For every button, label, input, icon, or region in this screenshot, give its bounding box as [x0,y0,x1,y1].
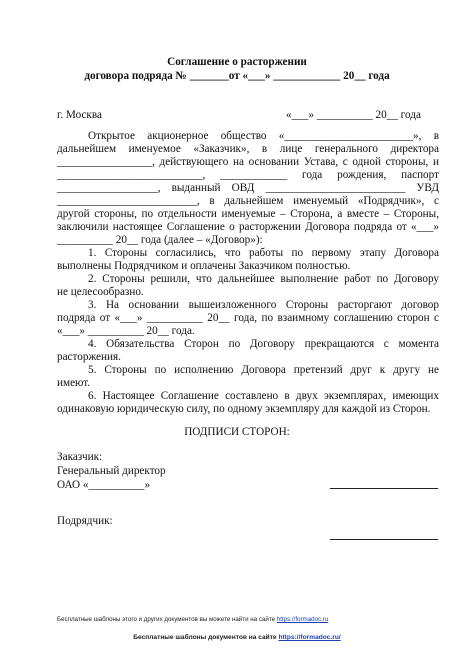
clause-3-cont: «___» __________ 20__ года. [57,325,195,337]
footer-link[interactable]: https://formadoc.ru [276,616,329,623]
clause-1-cont: выполнены Подрядчиком и оплачены Заказчиком полностью. [57,260,351,272]
clause-4-cont: расторжения. [57,351,121,363]
body-line: заключили настоящее Соглашение о расторжении Договора подряда от «___» [57,221,439,233]
footer-note-text: Бесплатные шаблоны этого и других документов вы можете найти на сайте [57,616,277,623]
document-date: «___» __________ 20__ года [286,109,421,121]
body-line: __________________, выданный ОВД _________________________ УВД [57,182,439,194]
body-line: _________________, действующего на основании Устава, с одной стороны, и [57,156,439,168]
clause-6-cont: одинаковую юридическую силу, по одному экземпляру для каждой из Сторон. [57,403,431,415]
customer-position: Генеральный директор [57,465,166,477]
customer-signature-line [330,488,438,489]
body-line: __________ 20__ года (далее – «Договор»): [57,234,263,246]
footer-banner-link[interactable]: https://formadoc.ru/ [278,634,341,641]
customer-org: ОАО «__________» [57,479,151,491]
clause-2-cont: не целесообразно. [57,286,144,298]
city: г. Москва [57,109,102,121]
clause-5: 5. Стороны по исполнению Договора претензий друг к другу не [88,364,439,376]
clause-5-cont: имеют. [57,377,91,389]
body-line: _________________________, в дальнейшем именуемый «Подрядчик», с [57,195,439,207]
clause-2: 2. Стороны решили, что дальнейшее выполнение работ по Договору [88,273,439,285]
clause-3-cont: подряда от «___» __________ 20__ года, по взаимному соглашению сторон с [57,312,439,324]
clause-3: 3. На основании вышеизложенного Стороны расторгают договор [88,299,439,311]
footer-banner-text: Бесплатные шаблоны документов на сайте [133,634,279,641]
signatures-heading: ПОДПИСИ СТОРОН: [184,426,290,438]
clause-4: 4. Обязательства Сторон по Договору прекращаются с момента [88,338,439,350]
clause-6: 6. Настоящее Соглашение составлено в двух экземплярах, имеющих [88,390,439,402]
body-line: __________________________, ____________ года рождения, паспорт [57,169,439,181]
contractor-signature-line [330,539,438,540]
body-line: Открытое акционерное общество «_______________________», в [88,130,439,142]
clause-1: 1. Стороны согласились, что работы по первому этапу Договора [88,247,439,259]
body-line: дальнейшем именуемое «Заказчик», в лице генерального директора [57,143,439,155]
customer-label: Заказчик: [57,451,103,463]
body-line: другой стороны, по отдельности именуемые – Сторона, а вместе – Стороны, [57,208,439,220]
contractor-label: Подрядчик: [57,515,113,527]
document-title: Соглашение о расторжении [167,56,307,68]
document-subtitle: договора подряда № _______от «___» ____________ 20__ года [84,70,390,82]
footer-banner [0,634,474,642]
footer-note [57,616,328,624]
